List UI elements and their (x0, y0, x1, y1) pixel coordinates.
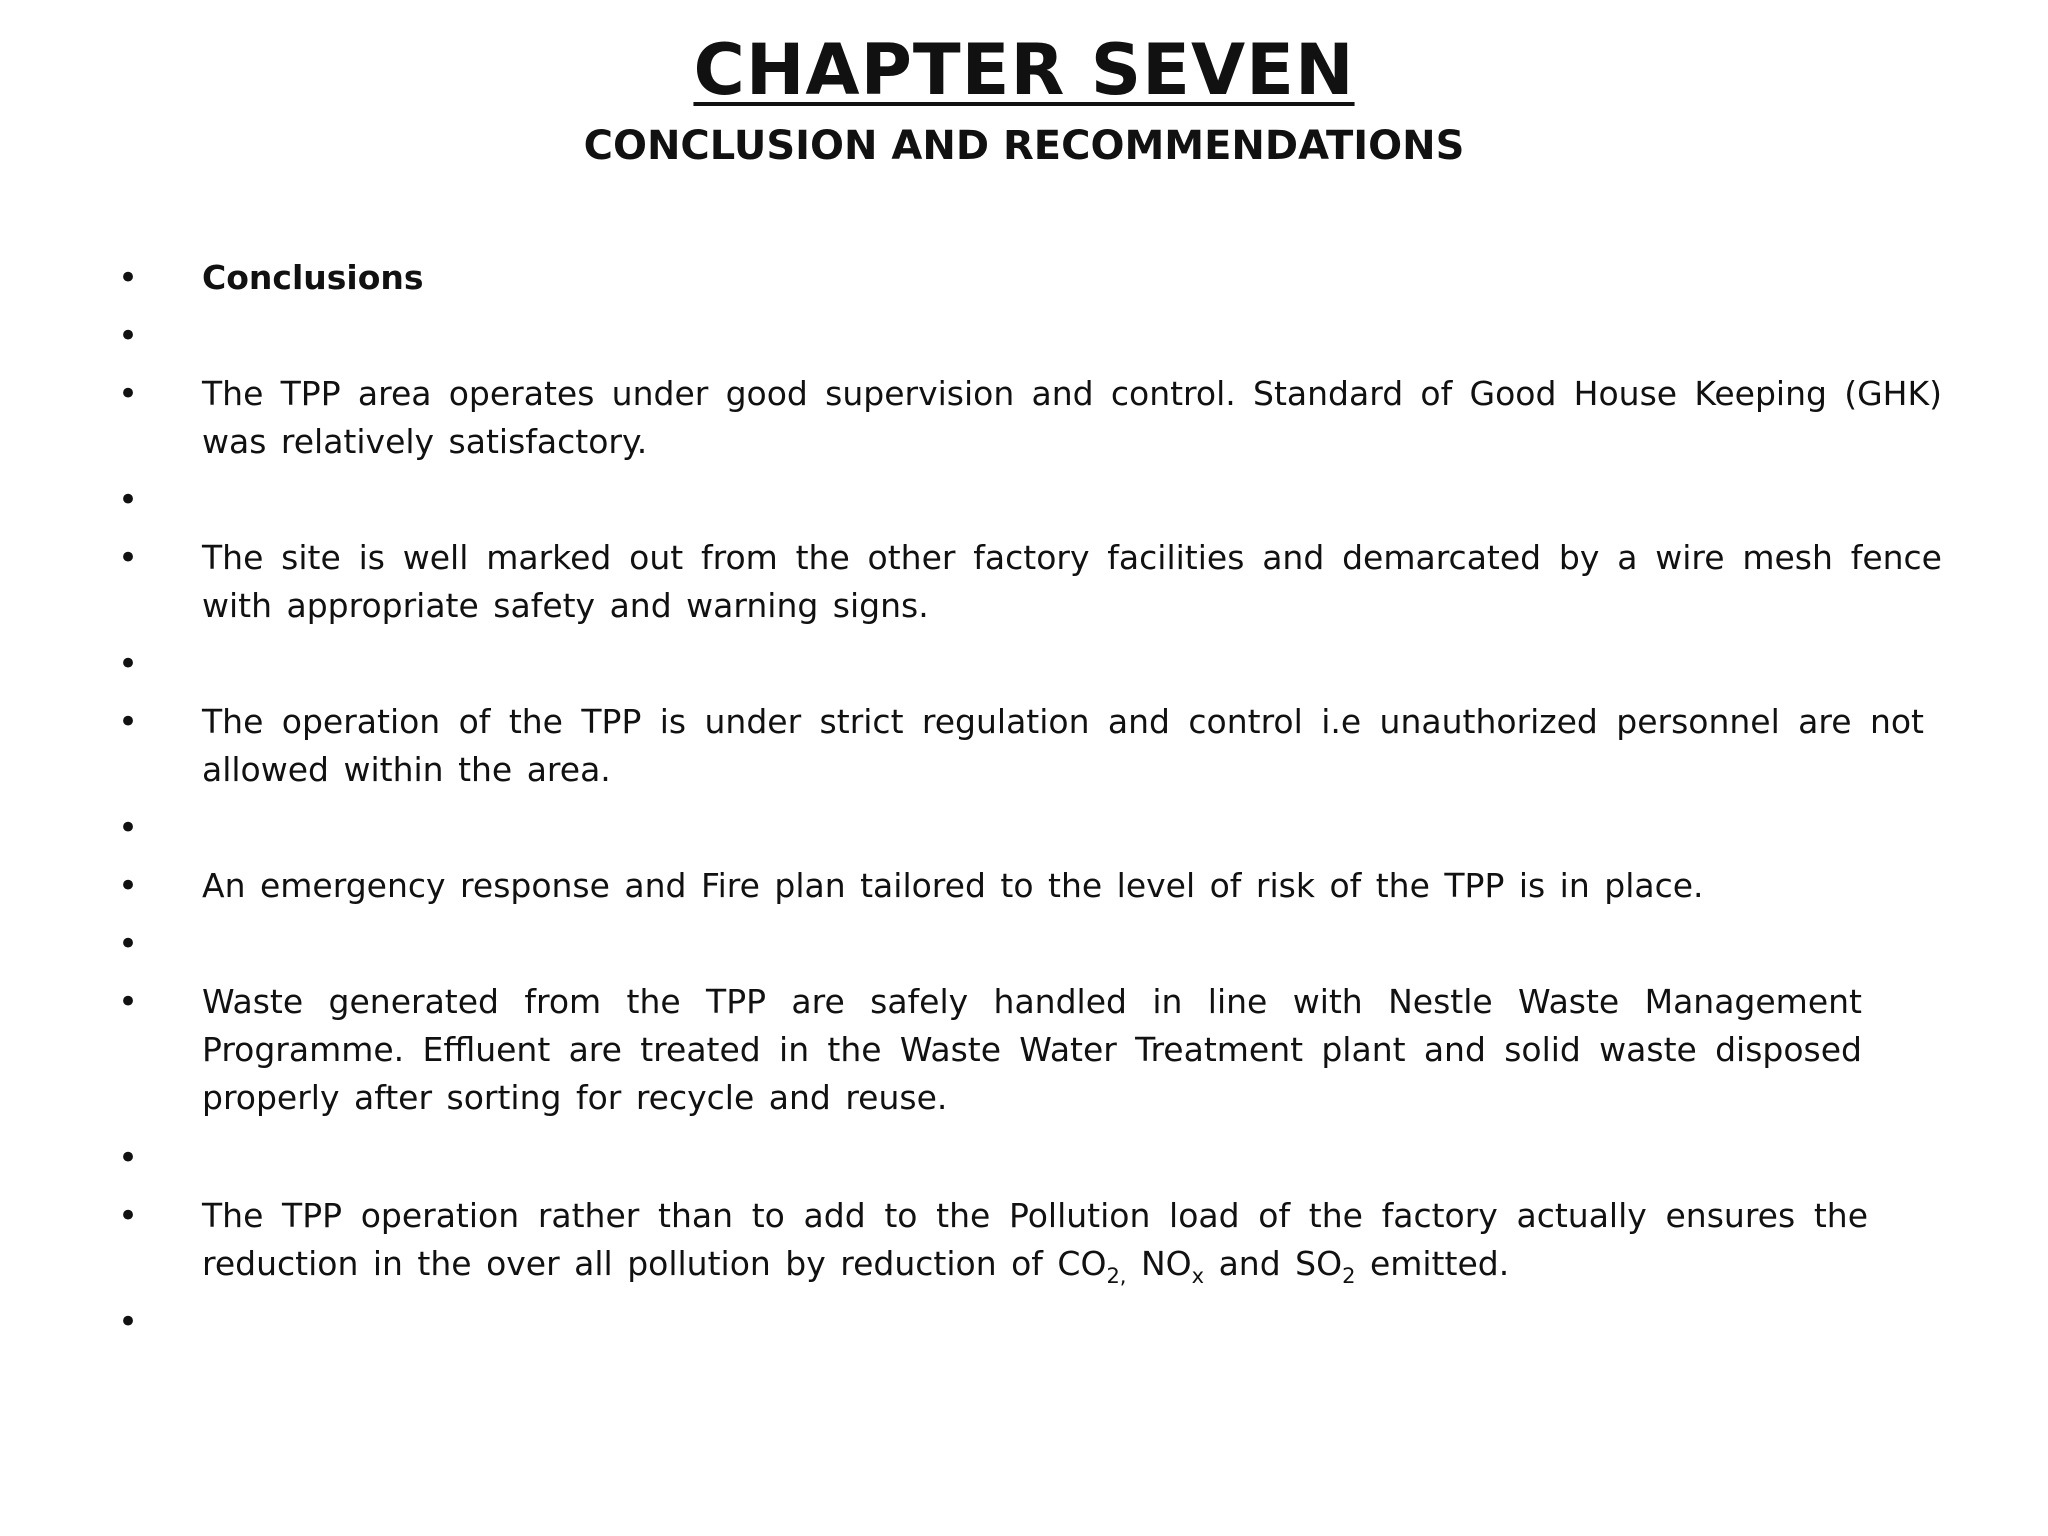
bullet-marker: • (118, 1196, 139, 1236)
bullet-marker: • (118, 258, 139, 298)
bullet-marker: • (118, 644, 139, 684)
page-subtitle: CONCLUSION AND RECOMMENDATIONS (583, 123, 1465, 169)
emissions-text: and SO (1204, 1244, 1343, 1283)
emissions-text: emitted. (1355, 1244, 1510, 1283)
bullet-marker: • (118, 538, 139, 578)
conclusion-point-emissions (202, 1192, 1868, 1288)
emissions-text: NO (1126, 1244, 1192, 1283)
conclusion-point: An emergency response and Fire plan tailored to the level of risk of the TPP is in place. (202, 866, 1704, 905)
bullet-marker: • (118, 1138, 139, 1178)
bullet-marker: • (118, 1302, 139, 1342)
conclusion-point: The site is well marked out from the other factory facilities and demarcated by a wire mesh fence with appropriate safety and warning signs. (202, 538, 1942, 625)
chapter-title-text: CHAPTER SEVEN (693, 29, 1355, 111)
bullet-marker: • (118, 702, 139, 742)
bullet-marker: • (118, 808, 139, 848)
conclusion-point: Waste generated from the TPP are safely handled in line with Nestle Waste Management Programme. Effluent are treated in the Waste Water Treatment plant and solid waste disposed properly after sorting for recycle and reuse. (202, 982, 1862, 1117)
conclusion-point: The TPP area operates under good supervision and control. Standard of Good House Keeping (GHK) was relatively satisfactory. (202, 374, 1942, 461)
so2-subscript: 2 (1342, 1264, 1356, 1288)
nox-subscript: x (1191, 1264, 1205, 1288)
co2-subscript: 2, (1106, 1264, 1127, 1288)
bullet-marker: • (118, 374, 139, 414)
emissions-text: The TPP operation rather than to add to the Pollution load of the factory actually ensures the reduction in the over all pollution by reduction of CO (202, 1196, 1868, 1283)
bullet-marker: • (118, 982, 139, 1022)
conclusion-point: The operation of the TPP is under strict regulation and control i.e unauthorized personnel are not allowed within the area. (202, 702, 1924, 789)
section-heading: Conclusions (202, 258, 424, 297)
chapter-title (0, 28, 2048, 112)
bullet-marker: • (118, 480, 139, 520)
bullet-marker: • (118, 924, 139, 964)
bullet-marker: • (118, 316, 139, 356)
bullet-marker: • (118, 866, 139, 906)
